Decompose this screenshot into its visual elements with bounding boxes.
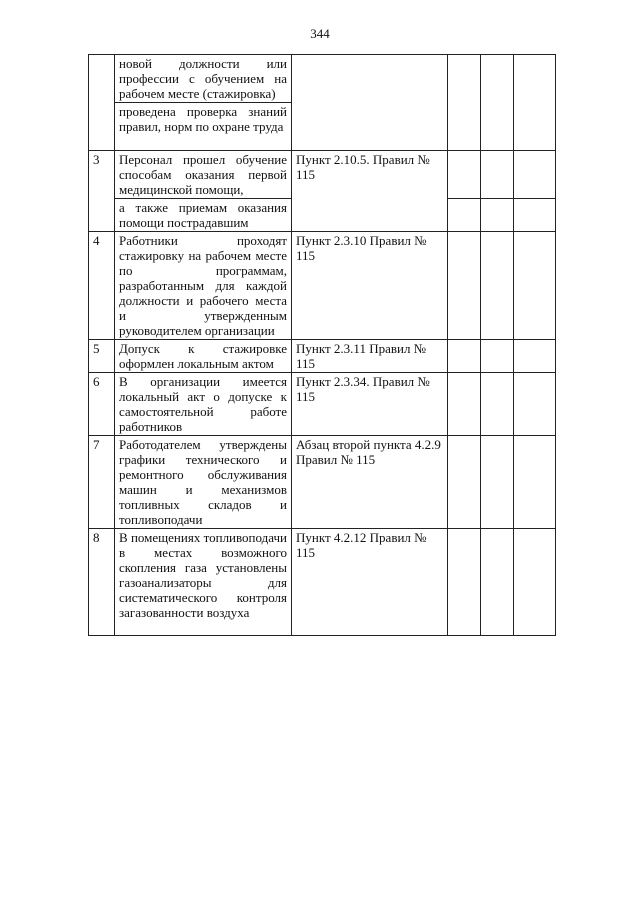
requirement-text: В помещениях топливоподачи в местах возможного скопления газа установлены газоанализаторы для систематического контроля загазованности воздуха <box>115 529 292 636</box>
requirement-text: Работники проходят стажировку на рабочем месте по программам, разработанным для каждой должности и рабочего места и утвержденным руководителем организации <box>115 232 292 340</box>
answer-no-cell[interactable] <box>481 529 514 636</box>
row-number: 3 <box>89 151 115 232</box>
reference-text: Пункт 2.3.11 Правил № 115 <box>292 340 448 373</box>
reference-text: Пункт 4.2.12 Правил № 115 <box>292 529 448 636</box>
table-row <box>89 436 556 529</box>
table-row <box>89 529 556 636</box>
reference-text: Абзац второй пункта 4.2.9 Правил № 115 <box>292 436 448 529</box>
answer-na-cell[interactable] <box>514 232 556 340</box>
reference-text: Пункт 2.10.5. Правил № 115 <box>292 151 448 232</box>
reference-text: Пункт 2.3.34. Правил № 115 <box>292 373 448 436</box>
answer-no-cell[interactable] <box>481 55 514 151</box>
row-number <box>89 55 115 151</box>
table-row <box>89 55 556 103</box>
answer-yes-cell[interactable] <box>448 373 481 436</box>
answer-na-cell[interactable] <box>514 529 556 636</box>
table-row <box>89 232 556 340</box>
requirement-text: новой должности или профессии с обучением на рабочем месте (стажировка) <box>115 55 292 103</box>
reference-text: Пункт 2.3.10 Правил № 115 <box>292 232 448 340</box>
answer-yes-cell[interactable] <box>448 199 481 232</box>
answer-no-cell[interactable] <box>481 373 514 436</box>
reference-text <box>292 55 448 151</box>
answer-yes-cell[interactable] <box>448 151 481 199</box>
answer-yes-cell[interactable] <box>448 232 481 340</box>
table-row <box>89 373 556 436</box>
requirement-text: а также приемам оказания помощи пострадавшим <box>115 199 292 232</box>
answer-na-cell[interactable] <box>514 55 556 151</box>
requirement-text: проведена проверка знаний правил, норм по охране труда <box>115 103 292 151</box>
row-number: 8 <box>89 529 115 636</box>
answer-na-cell[interactable] <box>514 340 556 373</box>
answer-no-cell[interactable] <box>481 436 514 529</box>
requirement-text: В организации имеется локальный акт о допуске к самостоятельной работе работников <box>115 373 292 436</box>
table-row <box>89 151 556 199</box>
answer-no-cell[interactable] <box>481 340 514 373</box>
page-number: 344 <box>310 26 330 41</box>
answer-na-cell[interactable] <box>514 199 556 232</box>
answer-na-cell[interactable] <box>514 373 556 436</box>
answer-yes-cell[interactable] <box>448 436 481 529</box>
row-number: 5 <box>89 340 115 373</box>
requirement-text: Допуск к стажировке оформлен локальным актом <box>115 340 292 373</box>
answer-na-cell[interactable] <box>514 436 556 529</box>
requirement-text: Персонал прошел обучение способам оказания первой медицинской помощи, <box>115 151 292 199</box>
answer-na-cell[interactable] <box>514 151 556 199</box>
requirement-text: Работодателем утверждены графики технического и ремонтного обслуживания машин и механизмов топливных складов и топливоподачи <box>115 436 292 529</box>
answer-no-cell[interactable] <box>481 151 514 199</box>
row-number: 6 <box>89 373 115 436</box>
answer-no-cell[interactable] <box>481 232 514 340</box>
table-row <box>89 340 556 373</box>
answer-yes-cell[interactable] <box>448 55 481 151</box>
answer-yes-cell[interactable] <box>448 340 481 373</box>
checklist-table <box>88 54 556 636</box>
answer-no-cell[interactable] <box>481 199 514 232</box>
row-number: 7 <box>89 436 115 529</box>
row-number: 4 <box>89 232 115 340</box>
answer-yes-cell[interactable] <box>448 529 481 636</box>
